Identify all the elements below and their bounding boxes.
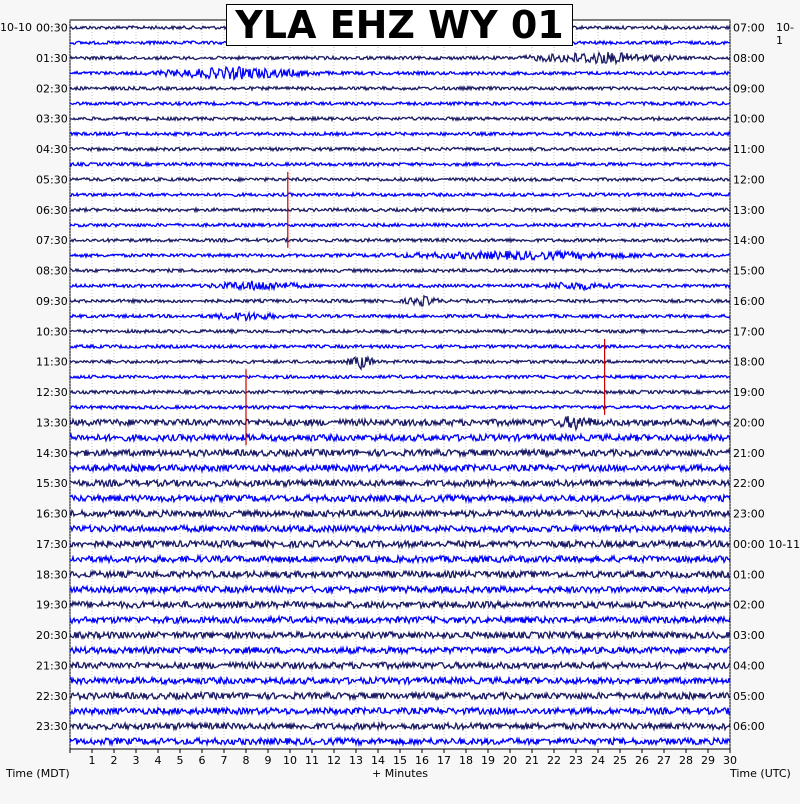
x-tick-label: 11 — [305, 754, 319, 767]
left-time-label: 02:30 — [36, 82, 68, 96]
chart-title: YLA EHZ WY 01 — [226, 4, 573, 46]
right-time-label: 00:00 10-11 — [733, 537, 800, 551]
right-time-label: 03:00 — [733, 629, 765, 643]
right-axis-label: Time (UTC) — [730, 767, 791, 780]
right-time-label: 02:00 — [733, 598, 765, 612]
left-time-label: 17:30 — [36, 537, 68, 551]
x-tick-label: 17 — [437, 754, 451, 767]
left-time-label: 12:30 — [36, 386, 68, 400]
x-tick-label: 2 — [110, 754, 118, 767]
x-tick-label: 10 — [283, 754, 297, 767]
left-time-label: 23:30 — [36, 720, 68, 734]
left-time-label: 03:30 — [36, 112, 68, 126]
left-date-label: 10-10 — [0, 21, 32, 34]
right-time-label: 16:00 — [733, 294, 765, 308]
left-time-label: 06:30 — [36, 203, 68, 217]
x-axis-label: + Minutes — [372, 767, 429, 780]
left-time-label: 15:30 — [36, 477, 68, 491]
x-tick-label: 21 — [525, 754, 539, 767]
right-time-label: 15:00 — [733, 264, 765, 278]
left-time-label: 07:30 — [36, 234, 68, 248]
x-tick-label: 29 — [701, 754, 715, 767]
right-time-label: 22:00 — [733, 477, 765, 491]
right-time-label: 13:00 — [733, 203, 765, 217]
x-tick-label: 19 — [481, 754, 495, 767]
x-tick-label: 28 — [679, 754, 693, 767]
left-time-label: 21:30 — [36, 659, 68, 673]
right-time-label: 21:00 — [733, 446, 765, 460]
x-tick-label: 1 — [88, 754, 96, 767]
x-tick-label: 30 — [723, 754, 737, 767]
left-time-label: 09:30 — [36, 294, 68, 308]
right-time-label: 17:00 — [733, 325, 765, 339]
left-time-label: 04:30 — [36, 143, 68, 157]
right-time-label: 12:00 — [733, 173, 765, 187]
right-time-label: 05:00 — [733, 689, 765, 703]
left-axis-label: Time (MDT) — [6, 767, 70, 780]
x-tick-label: 27 — [657, 754, 671, 767]
right-time-label: 10:00 — [733, 112, 765, 126]
right-date-label: 10-1 — [776, 21, 794, 47]
right-time-label: 14:00 — [733, 234, 765, 248]
x-tick-label: 23 — [569, 754, 583, 767]
left-time-label: 20:30 — [36, 629, 68, 643]
left-time-label: 18:30 — [36, 568, 68, 582]
x-tick-label: 24 — [591, 754, 605, 767]
right-time-label: 20:00 — [733, 416, 765, 430]
right-time-label: 11:00 — [733, 143, 765, 157]
x-tick-label: 12 — [327, 754, 341, 767]
left-time-label: 19:30 — [36, 598, 68, 612]
right-time-label: 23:00 — [733, 507, 765, 521]
x-tick-label: 4 — [154, 754, 162, 767]
x-tick-label: 20 — [503, 754, 517, 767]
left-time-label: 05:30 — [36, 173, 68, 187]
left-time-label: 16:30 — [36, 507, 68, 521]
right-time-label: 18:00 — [733, 355, 765, 369]
x-tick-label: 18 — [459, 754, 473, 767]
x-tick-label: 22 — [547, 754, 561, 767]
x-tick-label: 14 — [371, 754, 385, 767]
right-time-label: 09:00 — [733, 82, 765, 96]
left-time-label: 22:30 — [36, 689, 68, 703]
left-time-label: 13:30 — [36, 416, 68, 430]
right-time-label: 04:00 — [733, 659, 765, 673]
right-time-label: 06:00 — [733, 720, 765, 734]
left-time-label: 10:30 — [36, 325, 68, 339]
x-tick-label: 9 — [264, 754, 272, 767]
x-tick-label: 15 — [393, 754, 407, 767]
x-tick-label: 16 — [415, 754, 429, 767]
plot-area — [70, 20, 730, 749]
left-time-label: 11:30 — [36, 355, 68, 369]
left-time-label: 08:30 — [36, 264, 68, 278]
x-tick-label: 5 — [176, 754, 184, 767]
right-time-label: 07:00 — [733, 21, 765, 35]
left-time-label: 01:30 — [36, 51, 68, 65]
x-tick-label: 7 — [220, 754, 228, 767]
left-time-label: 00:30 — [36, 21, 68, 35]
right-time-label: 08:00 — [733, 51, 765, 65]
x-tick-label: 13 — [349, 754, 363, 767]
x-tick-label: 6 — [198, 754, 206, 767]
left-time-label: 14:30 — [36, 446, 68, 460]
x-tick-label: 8 — [242, 754, 250, 767]
right-time-label: 19:00 — [733, 386, 765, 400]
x-tick-label: 3 — [132, 754, 140, 767]
x-tick-label: 25 — [613, 754, 627, 767]
right-time-label: 01:00 — [733, 568, 765, 582]
x-tick-label: 26 — [635, 754, 649, 767]
